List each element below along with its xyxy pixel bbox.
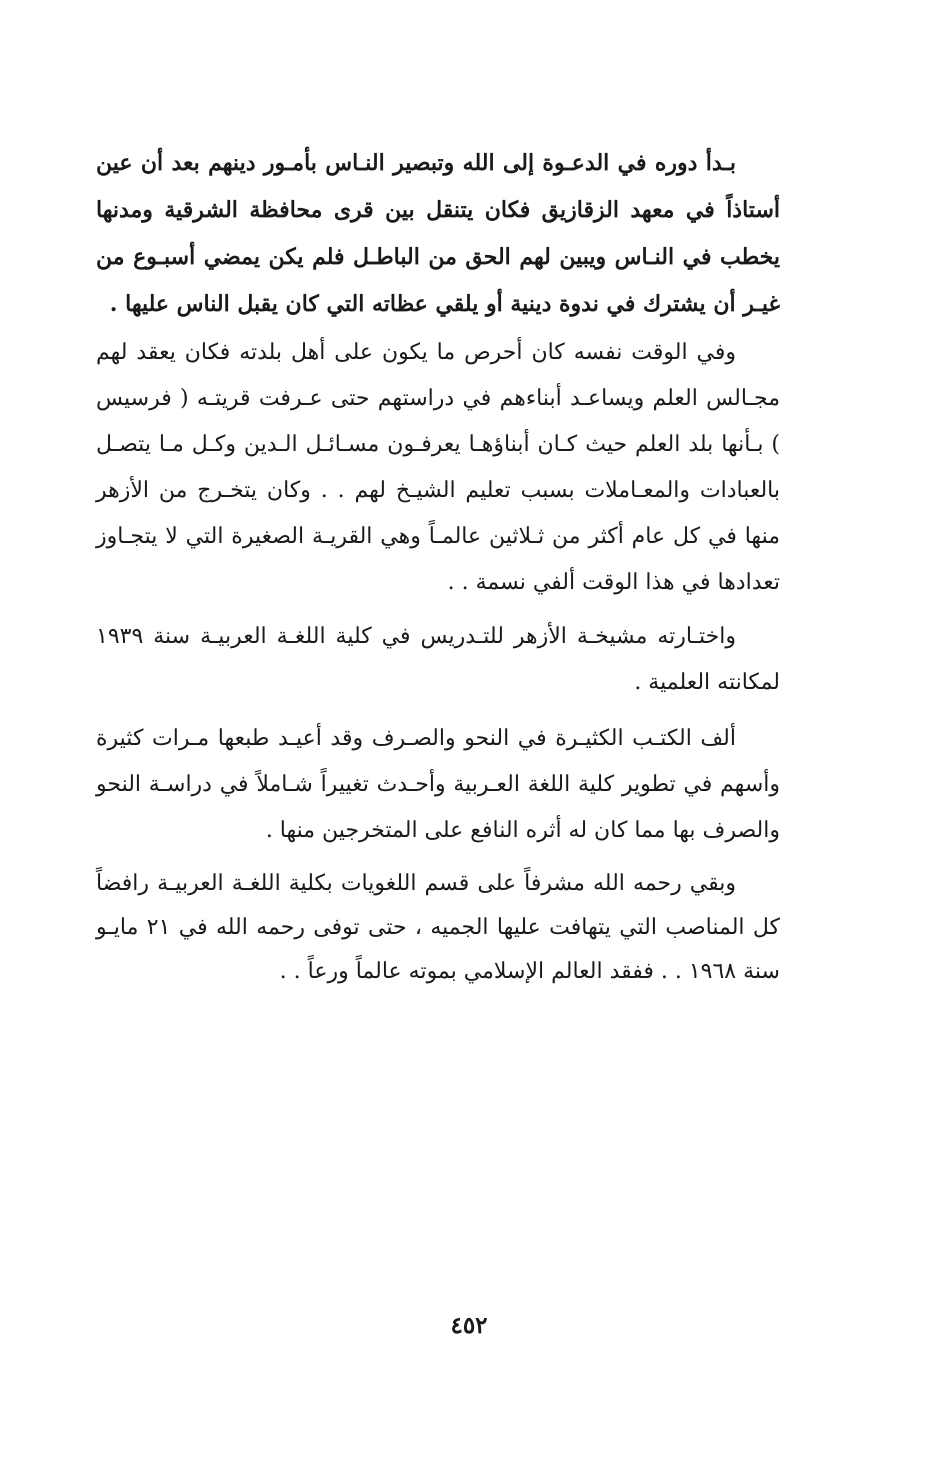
paragraph-books: ألف الكتـب الكثيـرة في النحو والصـرف وقد أعيـد طبعها مـرات كثيرة وأسهم في تطوير كلية اللغة العـربية وأحـدث تغييراً شـاملاً في دراسـة النحو والصرف بها مما كان له أثره النافع على المتخرجين منها . (96, 726, 780, 843)
paragraph-death: وبقي رحمه الله مشرفاً على قسم اللغويات بكلية اللغـة العربيـة رافضاً كل المناصب التي يتهافت عليها الجميه ، حتى توفى رحمه الله في ٢١ مايـو سنة ١٩٦٨ . . ففقد العالم الإسلامي بموته عالماً ورعاً . . (96, 871, 780, 984)
paragraph-intro-bold: بـدأ دوره في الدعـوة إلى الله وتبصير النـاس بأمـور دينهم بعد أن عين أستاذاً في معهد الزقازيق فكان يتنقل بين قرى محافظة الشرقية ومدنها يخطب في النـاس ويبين لهم الحق من الباطـل فلم يكن يمضي أسبـوع من غيـر أن يشترك في ندوة دينية أو يلقي عظاته التي كان يقبل الناس عليها . (96, 150, 780, 317)
page-number: ٤٥٢ (450, 1312, 488, 1339)
paragraph-azhar-teaching: واختـارته مشيخـة الأزهر للتـدريس في كلية اللغـة العربيـة سنة ١٩٣٩ لمكانته العلمية . (96, 624, 780, 695)
paragraph-village-education: وفي الوقت نفسه كان أحرص ما يكون على أهل بلدته فكان يعقد لهم مجـالس العلم ويساعـد أبناءهم في دراستهم حتى عـرفت قريتـه ( فرسيس ) بـأنها بلد العلم حيث كـان أبناؤهـا يعرفـون مسـائـل الـدين وكـل مـا يتصـل بالعبادات والمعـاملات بسبب تعليم الشيـخ لهم . . وكان يتخـرج من الأزهر منها في كل عام أكثر من ثـلاثين عالمـاً وهي القريـة الصغيرة التي لا يتجـاوز تعدادها في هذا الوقت ألفي نسمة . . (96, 340, 780, 595)
